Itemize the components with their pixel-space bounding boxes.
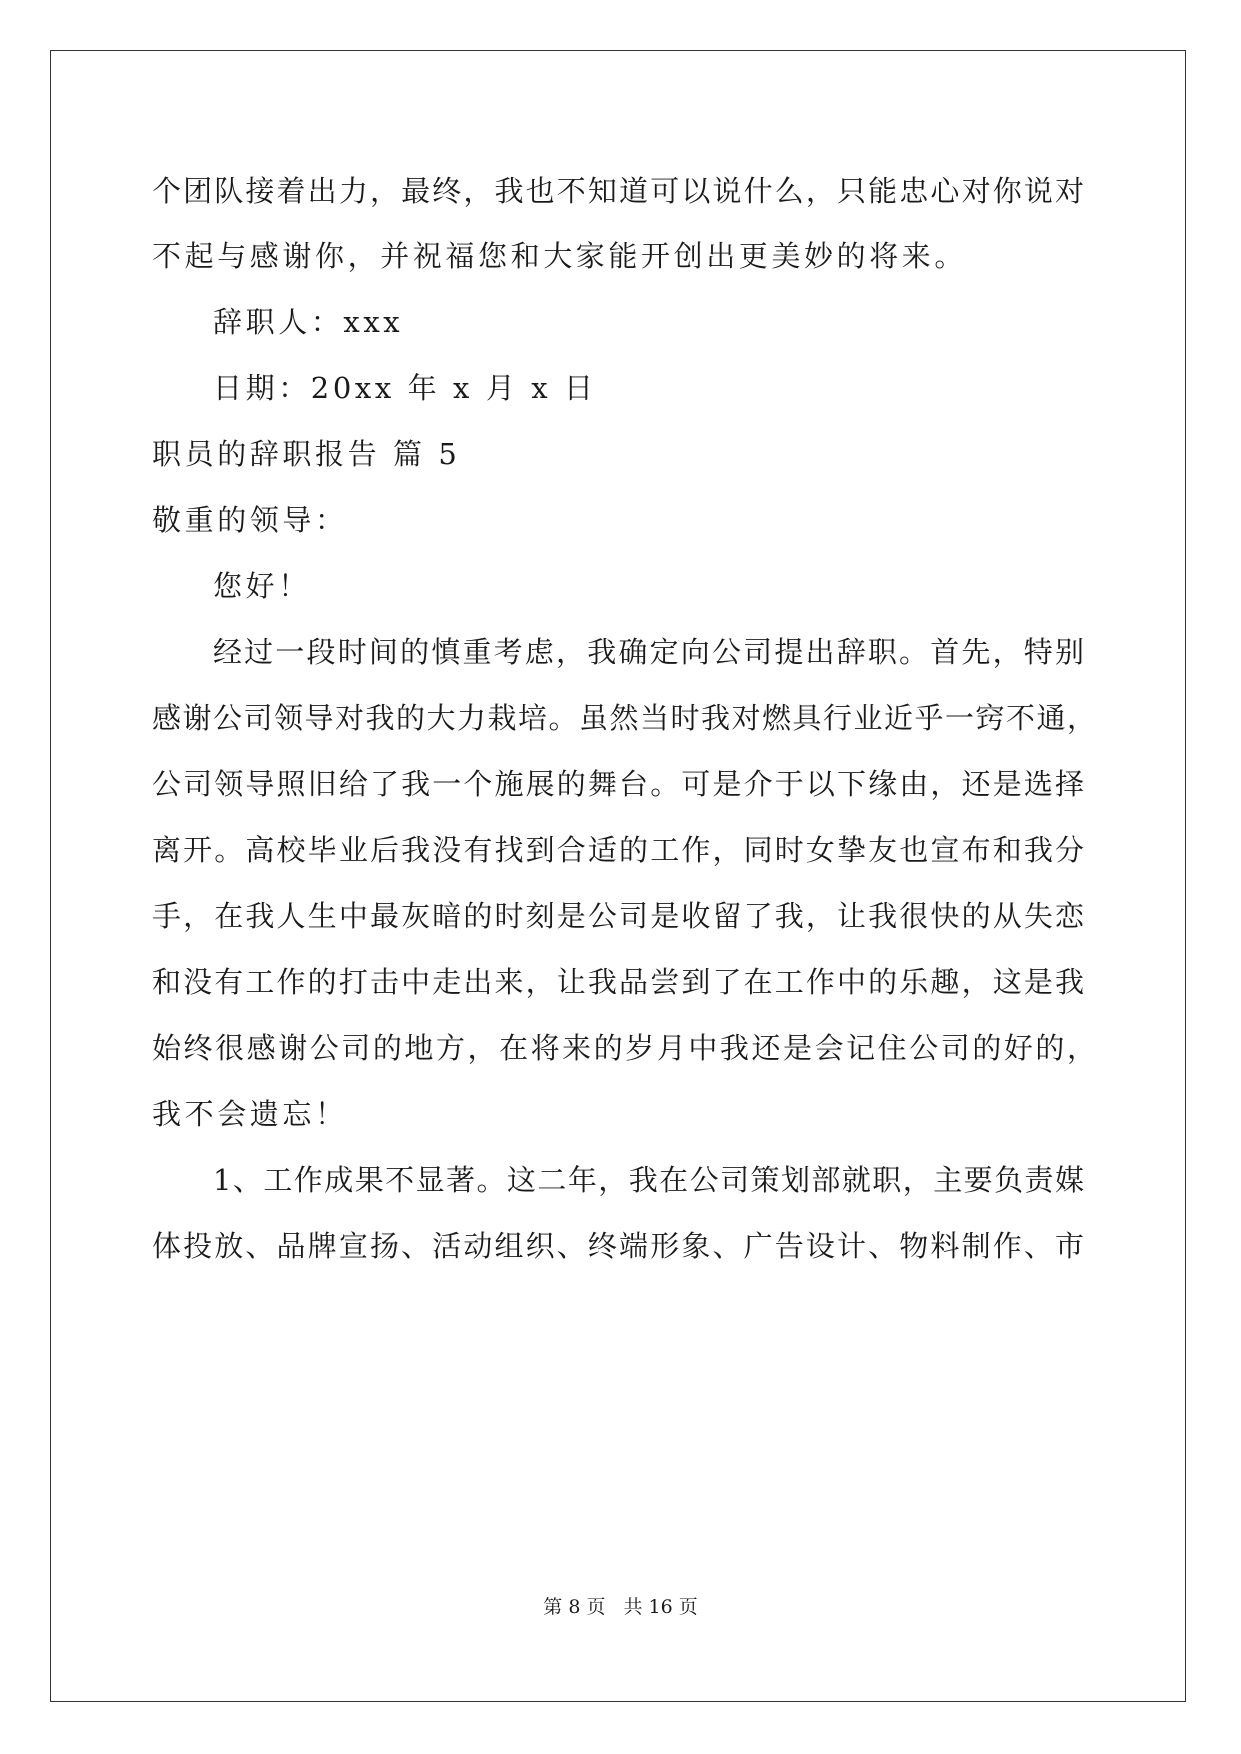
body-line: 感谢公司领导对我的大力栽培。虽然当时我对燃具行业近乎一窍不通， xyxy=(152,701,1096,735)
date-line: 日期：20xx 年 x 月 x 日 xyxy=(213,371,597,405)
body-line: 离开。高校毕业后我没有找到合适的工作，同时女挚友也宣布和我分 xyxy=(152,833,1084,867)
page-total: 共 16 页 xyxy=(623,1596,698,1618)
body-line: 体投放、品牌宣扬、活动组织、终端形象、广告设计、物料制作、市 xyxy=(152,1229,1084,1263)
body-line: 不起与感谢你，并祝福您和大家能开创出更美妙的将来。 xyxy=(152,239,968,273)
signature-line: 辞职人：xxx xyxy=(213,305,404,339)
greeting: 您好！ xyxy=(213,569,311,603)
body-line: 经过一段时间的慎重考虑，我确定向公司提出辞职。首先，特别 xyxy=(213,635,1084,669)
body-line: 我不会遗忘！ xyxy=(152,1097,348,1131)
body-line: 个团队接着出力，最终，我也不知道可以说什么，只能忠心对你说对 xyxy=(152,174,1084,208)
page-number: 第 8 页 xyxy=(543,1596,606,1618)
body-line: 和没有工作的打击中走出来，让我品尝到了在工作中的乐趣，这是我 xyxy=(152,965,1084,999)
body-line: 1、工作成果不显著。这二年，我在公司策划部就职，主要负责媒 xyxy=(213,1163,1084,1197)
body-line: 公司领导照旧给了我一个施展的舞台。可是介于以下缘由，还是选择 xyxy=(152,767,1084,801)
page-footer xyxy=(0,1594,1241,1620)
page-border xyxy=(50,50,1186,1702)
section-heading: 职员的辞职报告 篇 5 xyxy=(152,437,461,471)
salutation: 敬重的领导： xyxy=(152,503,348,537)
body-line: 手，在我人生中最灰暗的时刻是公司是收留了我，让我很快的从失恋 xyxy=(152,899,1084,933)
body-line: 始终很感谢公司的地方，在将来的岁月中我还是会记住公司的好的， xyxy=(152,1031,1096,1065)
